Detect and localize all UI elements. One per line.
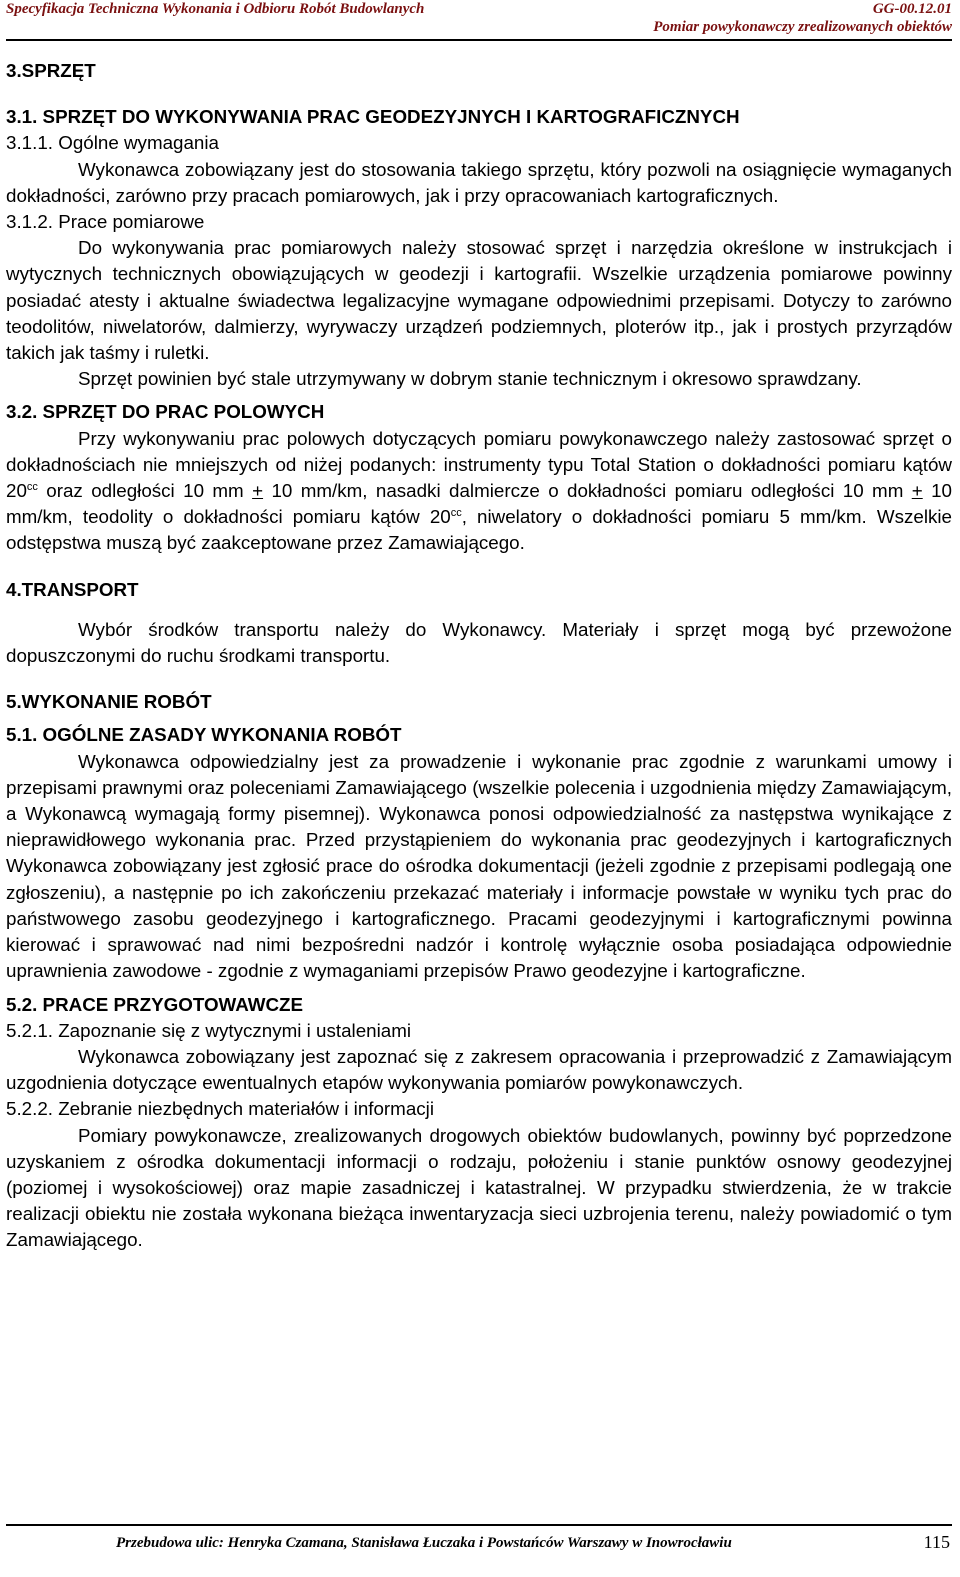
document-body	[6, 58, 952, 1254]
page-header	[6, 0, 952, 41]
section-4-paragraph: Wybór środków transportu należy do Wykonawcy. Materiały i sprzęt mogą być przewożone dopuszczonymi do ruchu środkami transportu.	[6, 618, 952, 667]
section-5-2-heading: 5.2. PRACE PRZYGOTOWAWCZE	[6, 993, 304, 1015]
section-3-heading: 3.SPRZĘT	[6, 60, 96, 81]
header-title: Specyfikacja Techniczna Wykonania i Odbioru Robót Budowlanych	[6, 1, 425, 17]
header-spec-code: GG-00.12.01	[872, 1, 952, 17]
section-3-1-2-paragraph: Do wykonywania prac pomiarowych należy stosować sprzęt i narzędzia określone w instrukcjach i wytycznych technicznych obowiązujących w geodezji i kartografii. Wszelkie urządzenia pomiarowe powinny posiadać atesty i aktualne świadectwa legalizacyjne wymagane odpowiednimi przepisami. Dotyczy to zarówno teodolitów, niwelatorów, dalmierzy, wyrywaczy urządzeń podziemnych, ploterów itp., jak i prostych przyrządów takich jak taśmy i ruletki.	[6, 237, 952, 364]
section-3-1-1-paragraph: Wykonawca zobowiązany jest do stosowania takiego sprzętu, który pozwoli na osiągnięcie wymaganych dokładności, zarówno przy pracach pomiarowych, jak i przy opracowaniach kartograficznych.	[6, 158, 952, 206]
section-5-1-heading: 5.1. OGÓLNE ZASADY WYKONANIA ROBÓT	[6, 724, 402, 746]
page-number: 115	[923, 1532, 950, 1552]
section-3-1-2-paragraph-2: Sprzęt powinien być stale utrzymywany w dobrym stanie technicznym i okresowo sprawdzany.	[78, 368, 862, 390]
plus-minus-sign: +	[252, 480, 264, 502]
superscript-cc: cc	[450, 507, 462, 520]
section-5-2-1-paragraph: Wykonawca zobowiązany jest zapoznać się z zakresem opracowania i przeprowadzić z Zamawiającym uzgodnienia dotyczące ewentualnych etapów wykonywania pomiarów powykonawczych.	[6, 1045, 952, 1094]
page-footer	[6, 1524, 952, 1566]
section-5-2-2-heading: 5.2.2. Zebranie niezbędnych materiałów i informacji	[6, 1098, 435, 1120]
section-4-heading: 4.TRANSPORT	[6, 578, 139, 600]
plus-minus-sign: +	[911, 480, 923, 502]
section-3-1-2-heading: 3.1.2. Prace pomiarowe	[6, 211, 205, 233]
footer-project-name: Przebudowa ulic: Henryka Czamana, Stanisława Łuczaka i Powstańców Warszawy w Inowrocławiu	[116, 1535, 732, 1551]
section-5-heading: 5.WYKONANIE ROBÓT	[6, 691, 212, 713]
header-subtitle: Pomiar powykonawczy zrealizowanych obiektów	[653, 19, 952, 35]
section-3-2-heading: 3.2. SPRZĘT DO PRAC POLOWYCH	[6, 401, 325, 423]
section-3-2-paragraph: Przy wykonywaniu prac polowych dotyczących pomiaru powykonawczego należy zastosować sprzęt o dokładnościach nie mniejszych od niżej podanych: instrumenty typu Total Station o dokładności pomiaru kątów $20^{cc}$ oraz odległości 10 mm + 10 mm/km, nasadki dalmiercze o dokładności pomiaru odległości 10 mm + 10 mm/km, teodolity o dokładności pomiaru kątów $20^{cc}$, niwelatory o dokładności pomiaru 5 mm/km. Wszelkie odstępstwa muszą być zaakceptowane przez Zamawiającego.	[6, 427, 953, 554]
section-5-2-2-paragraph: Pomiary powykonawcze, zrealizowanych drogowych obiektów budowlanych, powinny być poprzedzone uzyskaniem z ośrodka dokumentacji informacji o rodzaju, położeniu i stanie punktów osnowy geodezyjnej (poziomej i wysokościowej) oraz mapie zasadniczej i katastralnej. W przypadku stwierdzenia, że w trakcie realizacji obiektu nie została wykonana bieżąca inwentaryzacja sieci uzbrojenia terenu, należy powiadomić o tym Zamawiającego.	[6, 1124, 952, 1251]
section-5-2-1-heading: 5.2.1. Zapoznanie się z wytycznymi i ustaleniami	[6, 1019, 412, 1041]
section-3-1-heading: 3.1. SPRZĘT DO WYKONYWANIA PRAC GEODEZYJNYCH I KARTOGRAFICZNYCH	[6, 106, 740, 128]
superscript-cc: cc	[26, 481, 38, 494]
section-3-1-1-heading: 3.1.1. Ogólne wymagania	[6, 132, 219, 154]
section-5-1-paragraph: Wykonawca odpowiedzialny jest za prowadzenie i wykonanie prac zgodnie z warunkami umowy i przepisami prawnymi oraz poleceniami Zamawiającego (wszelkie polecenia i uzgodnienia między Zamawiającym, a Wykonawcą wymagają formy pisemnej). Wykonawca ponosi odpowiedzialność za następstwa wynikające z nieprawidłowego wykonania prac. Przed przystąpieniem do wykonania prac geodezyjnych i kartograficznych Wykonawca zobowiązany jest zgłosić prace do ośrodka dokumentacji (jeżeli zgodnie z przepisami podlegają one zgłoszeniu), a następnie po ich zakończeniu przekazać materiały i informacje powstałe w wyniku tych prac do państwowego zasobu geodezyjnego i kartograficznego. Pracami geodezyjnymi i kartograficznymi powinna kierować i sprawować nad nimi bezpośredni nadzór i kontrolę wyłącznie osoba posiadająca odpowiednie uprawnienia zawodowe - zgodnie z wymaganiami przepisów Prawo geodezyjne i kartograficzne.	[6, 750, 952, 982]
